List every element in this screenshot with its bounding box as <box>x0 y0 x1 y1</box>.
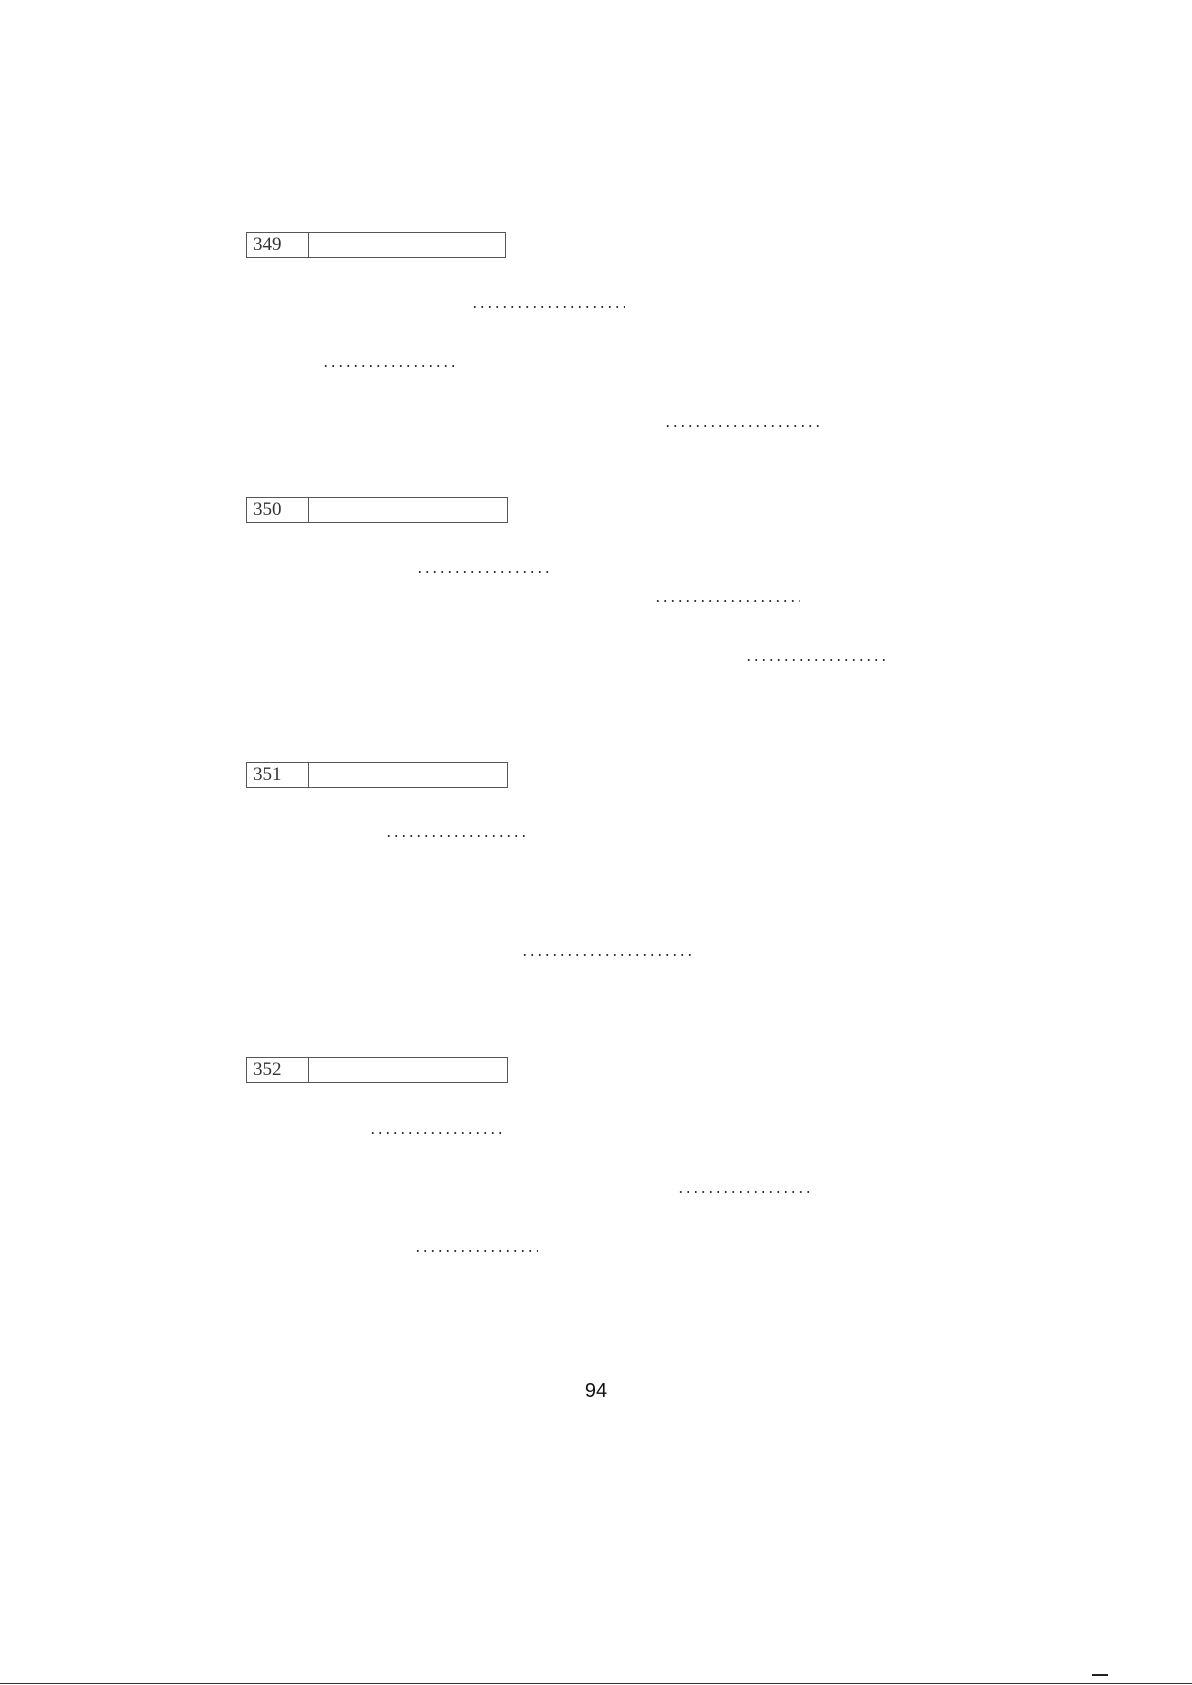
answer-field[interactable] <box>309 498 507 522</box>
question-352-box <box>246 1057 508 1083</box>
corner-mark <box>1092 1674 1108 1676</box>
dotted-blank[interactable] <box>664 425 820 427</box>
question-number: 349 <box>247 233 309 257</box>
question-number: 350 <box>247 498 309 522</box>
answer-field[interactable] <box>309 233 505 257</box>
dotted-blank[interactable] <box>745 659 885 661</box>
dotted-blank[interactable] <box>471 306 625 308</box>
dotted-blank[interactable] <box>369 1132 505 1134</box>
dotted-blank[interactable] <box>322 365 458 367</box>
question-number: 351 <box>247 763 309 787</box>
dotted-blank[interactable] <box>654 600 800 602</box>
dotted-blank[interactable] <box>385 835 525 837</box>
answer-field[interactable] <box>309 1058 507 1082</box>
question-number: 352 <box>247 1058 309 1082</box>
answer-field[interactable] <box>309 763 507 787</box>
question-349-box <box>246 232 506 258</box>
bottom-rule <box>0 1683 1192 1684</box>
dotted-blank[interactable] <box>414 1250 538 1252</box>
question-351-box <box>246 762 508 788</box>
dotted-blank[interactable] <box>521 954 691 956</box>
dotted-blank[interactable] <box>416 571 552 573</box>
page-number: 94 <box>584 1380 608 1402</box>
dotted-blank[interactable] <box>677 1191 811 1193</box>
question-350-box <box>246 497 508 523</box>
